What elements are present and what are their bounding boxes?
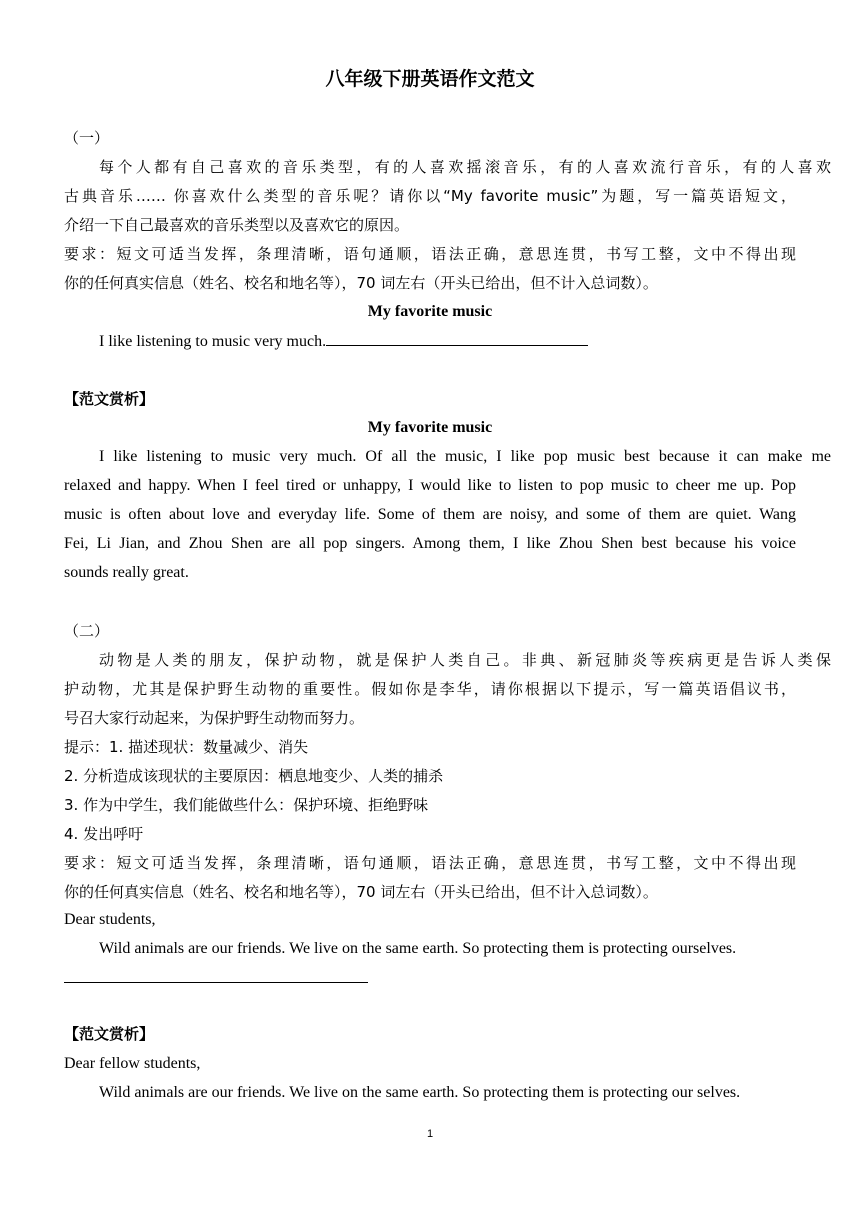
section1-sample-heading: 【范文赏析】	[64, 390, 155, 408]
section1-opening-text: I like listening to music very much.	[99, 333, 327, 350]
page-number: 1	[426, 1128, 434, 1140]
section1-prompt-line-1: 每个人都有自己喜欢的音乐类型，有的人喜欢摇滚音乐，有的人喜欢流行音乐，有的人喜欢	[99, 158, 831, 176]
section2-hint-2: 2. 分析造成该现状的主要原因：栖息地变少、人类的捕杀	[64, 767, 444, 785]
section2-salutation: Dear students,	[64, 911, 156, 928]
section2-sample-line-1: Wild animals are our friends. We live on the same earth. So protecting them is protecting our selves.	[99, 1084, 741, 1101]
section2-requirement-line-1: 要求：短文可适当发挥，条理清晰，语句通顺，语法正确，意思连贯，书写工整，文中不得出现	[64, 854, 796, 872]
section1-essay-title: My favorite music	[367, 303, 493, 320]
section2-marker: （二）	[64, 622, 110, 640]
section1-requirement-line-1: 要求：短文可适当发挥，条理清晰，语句通顺，语法正确，意思连贯，书写工整，文中不得出现	[64, 245, 796, 263]
section1-sample-title: My favorite music	[367, 419, 493, 436]
section1-sample-line-5: sounds really great.	[64, 564, 189, 581]
section2-sample-heading: 【范文赏析】	[64, 1025, 155, 1043]
section2-opening: Wild animals are our friends. We live on the same earth. So protecting them is protecting ourselves.	[99, 940, 737, 957]
section2-prompt-line-2: 护动物，尤其是保护野生动物的重要性。假如你是李华，请你根据以下提示，写一篇英语倡议书，	[64, 680, 796, 698]
section1-sample-line-3: music is often about love and everyday life. Some of them are noisy, and some of them are quiet. Wang	[64, 506, 796, 523]
section2-prompt-line-3: 号召大家行动起来，为保护野生动物而努力。	[64, 709, 365, 727]
section1-sample-line-2: relaxed and happy. When I feel tired or unhappy, I would like to listen to pop music to cheer me up. Pop	[64, 477, 796, 494]
section2-prompt-line-1: 动物是人类的朋友，保护动物，就是保护人类自己。非典、新冠肺炎等疾病更是告诉人类保	[99, 651, 831, 669]
section1-marker: （一）	[64, 129, 110, 147]
section1-prompt-line-2: 古典音乐…… 你喜欢什么类型的音乐呢？请你以“My favorite music”为题，写一篇英语短文，	[64, 187, 796, 205]
answer-blank-line	[64, 982, 368, 983]
section1-sample-line-4: Fei, Li Jian, and Zhou Shen are all pop singers. Among them, I like Zhou Shen best because his voice	[64, 535, 796, 552]
document-title: 八年级下册英语作文范文	[325, 68, 535, 90]
section1-prompt-line-3: 介绍一下自己最喜欢的音乐类型以及喜欢它的原因。	[64, 216, 410, 234]
section1-opening	[64, 327, 831, 356]
section2-hint-1: 提示：1. 描述现状：数量减少、消失	[64, 738, 309, 756]
section2-hint-3: 3. 作为中学生，我们能做些什么：保护环境、拒绝野味	[64, 796, 429, 814]
section1-requirement-line-2: 你的任何真实信息（姓名、校名和地名等），70 词左右（开头已给出，但不计入总词数）。	[64, 274, 658, 292]
section1-sample-line-1: I like listening to music very much. Of all the music, I like pop music best because it can make me	[99, 448, 831, 465]
section2-requirement-line-2: 你的任何真实信息（姓名、校名和地名等），70 词左右（开头已给出，但不计入总词数）。	[64, 883, 658, 901]
answer-blank	[326, 327, 588, 346]
section2-sample-salutation: Dear fellow students,	[64, 1055, 201, 1072]
section2-hint-4: 4. 发出呼吁	[64, 825, 144, 843]
